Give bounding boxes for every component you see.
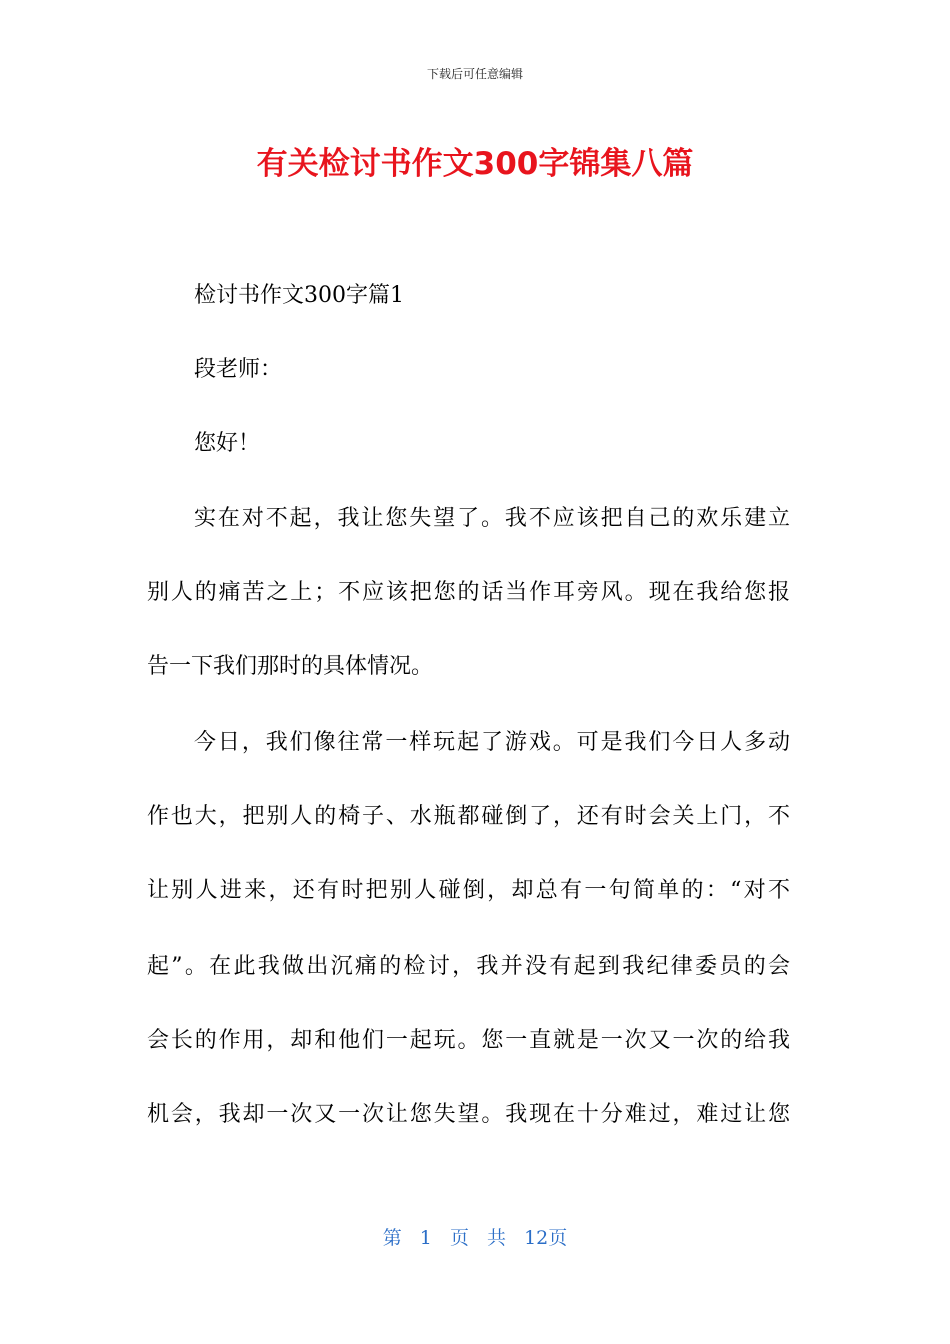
paragraph1-line2: 别人的痛苦之上；不应该把您的话当作耳旁风。现在我给您报 [147,580,790,605]
paragraph2-line4: 起”。在此我做出沉痛的检讨，我并没有起到我纪律委员的会 [147,954,790,979]
document-title: 有关检讨书作文300字锦集八篇 [256,146,694,182]
page-footer [0,1225,950,1251]
paragraph2-line3: 让别人进来，还有时把别人碰倒，却总有一句简单的：“对不 [147,878,790,903]
page-header-note: 下载后可任意编辑 [426,67,523,81]
greeting: 您好！ [194,431,261,456]
section-heading: 检讨书作文300字篇1 [194,283,404,308]
paragraph2-line1: 今日，我们像往常一样玩起了游戏。可是我们今日人多动 [194,730,790,755]
total-pages: 12页 [524,1227,568,1249]
page-word: 页 [449,1227,469,1249]
paragraph2-line5: 会长的作用，却和他们一起玩。您一直就是一次又一次的给我 [147,1028,790,1053]
paragraph1-line3: 告一下我们那时的具体情况。 [147,654,434,679]
paragraph1-line1: 实在对不起，我让您失望了。我不应该把自己的欢乐建立 [194,506,790,531]
page-prefix: 第 [382,1227,402,1249]
paragraph2-line6: 机会，我却一次又一次让您失望。我现在十分难过，难过让您 [147,1102,790,1127]
page-number: 1 [419,1227,432,1249]
total-prefix: 共 [487,1227,507,1249]
salutation: 段老师： [194,357,283,382]
paragraph2-line2: 作也大，把别人的椅子、水瓶都碰倒了，还有时会关上门，不 [147,804,790,829]
